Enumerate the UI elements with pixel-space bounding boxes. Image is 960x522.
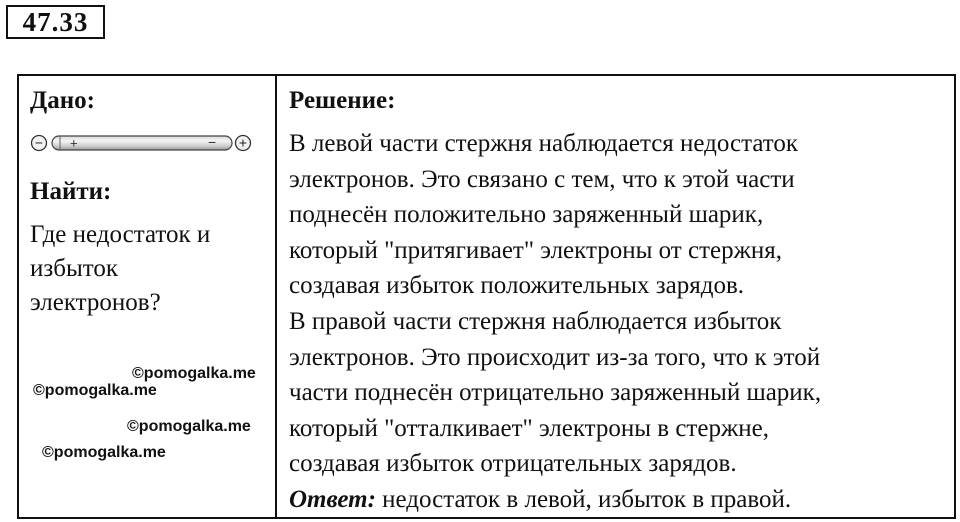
answer-line bbox=[289, 482, 955, 518]
solution-line: В правой части стержня наблюдается избыток bbox=[289, 307, 782, 335]
find-heading: Найти: bbox=[30, 178, 112, 205]
find-line: Где недостаток и bbox=[30, 221, 211, 248]
find-line: электронов? bbox=[30, 289, 161, 316]
solution-line: электронов. Это связано с тем, что к этой части bbox=[289, 165, 795, 193]
given-heading: Дано: bbox=[30, 87, 95, 114]
given-column bbox=[27, 76, 273, 517]
rod-minus-sign: − bbox=[208, 134, 217, 150]
right-ball-sign: + bbox=[238, 134, 248, 151]
watermark: ©pomogalka.me bbox=[42, 444, 166, 461]
solution-table bbox=[17, 74, 956, 519]
solution-text bbox=[289, 126, 955, 518]
solution-line: В левой части стержня наблюдается недостаток bbox=[289, 130, 799, 157]
solution-line: создавая избыток положительных зарядов. bbox=[289, 272, 745, 300]
find-line: избыток bbox=[30, 255, 119, 282]
solution-column bbox=[287, 76, 955, 517]
solution-heading: Решение: bbox=[289, 87, 396, 114]
solution-line: части поднесён отрицательно заряженный шарик, bbox=[289, 379, 822, 407]
solution-line: создавая избыток отрицательных зарядов. bbox=[289, 450, 737, 478]
right-ball-icon bbox=[236, 135, 251, 151]
solution-line: который "притягивает" электроны от стержня, bbox=[289, 236, 782, 264]
problem-number: 47.33 bbox=[6, 5, 105, 39]
solution-line: электронов. Это происходит из-за того, что к этой bbox=[289, 343, 821, 371]
charged-rod-figure bbox=[30, 131, 260, 155]
left-ball-icon bbox=[32, 135, 47, 151]
watermark: ©pomogalka.me bbox=[132, 365, 256, 382]
rod-plus-sign: + bbox=[70, 135, 78, 151]
find-question bbox=[30, 218, 270, 320]
solution-line: который "отталкивает" электроны в стержне, bbox=[289, 414, 769, 442]
left-ball-sign: − bbox=[34, 134, 44, 151]
answer-label: Ответ: bbox=[289, 485, 376, 513]
watermark: ©pomogalka.me bbox=[127, 418, 251, 435]
rod-icon bbox=[52, 134, 232, 151]
column-divider bbox=[275, 76, 277, 517]
answer-text: недостаток в левой, избыток в правой. bbox=[375, 485, 792, 513]
solution-line: поднесён положительно заряженный шарик, bbox=[289, 201, 764, 229]
watermark: ©pomogalka.me bbox=[33, 382, 157, 399]
